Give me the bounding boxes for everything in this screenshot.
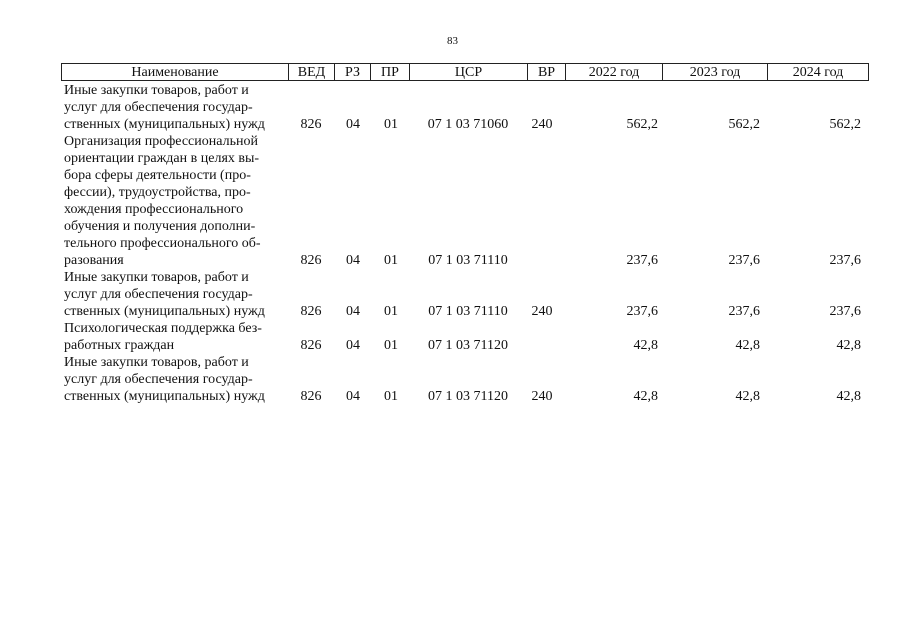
row-name-line: Иные закупки товаров, работ и [64,83,249,98]
header-2024: 2024 год [792,65,844,80]
cell-y2022: 562,2 [626,117,658,132]
row-name [64,269,289,320]
row-name-line: услуг для обеспечения государ- [64,372,253,387]
header-pr: ПР [371,64,410,80]
table-body [0,82,905,405]
cell-y2024: 237,6 [829,304,861,319]
cell-pr: 01 [384,389,398,404]
cell-ved: 826 [300,389,322,404]
cell-y2022: 237,6 [626,253,658,268]
row-name-line: хождения профессионального [64,202,244,217]
table-row [0,320,905,354]
cell-csr: 07 1 03 71110 [428,253,508,268]
cell-y2023: 562,2 [728,117,760,132]
cell-y2023: 237,6 [728,304,760,319]
cell-vr: 240 [531,117,553,132]
row-name-line: ориентации граждан в целях вы- [64,151,260,166]
header-csr: ЦСР [410,64,528,80]
row-name-line: фессии), трудоустройства, про- [64,185,251,200]
cell-y2023: 42,8 [735,338,760,353]
cell-y2022: 42,8 [633,389,658,404]
row-name-line: бора сферы деятельности (про- [64,168,251,183]
cell-rz: 04 [346,338,360,353]
cell-y2022: 237,6 [626,304,658,319]
header-ved: ВЕД [289,64,335,80]
row-name-line: тельного профессионального об- [64,236,261,251]
row-name-line: Организация профессиональной [64,134,258,149]
row-name-line: Иные закупки товаров, работ и [64,355,249,370]
cell-rz: 04 [346,304,360,319]
cell-rz: 04 [346,253,360,268]
cell-vr: 240 [531,389,553,404]
table-row [0,269,905,320]
page-number: 83 [447,35,458,47]
row-name-line: разования [64,253,124,268]
cell-rz: 04 [346,117,360,132]
cell-vr: 240 [531,304,553,319]
cell-y2024: 42,8 [836,389,861,404]
cell-pr: 01 [384,338,398,353]
row-name-line: ственных (муниципальных) нужд [64,117,265,132]
cell-y2024: 562,2 [829,117,861,132]
cell-rz: 04 [346,389,360,404]
cell-csr: 07 1 03 71060 [427,117,509,132]
cell-ved: 826 [300,304,322,319]
cell-csr: 07 1 03 71110 [428,304,508,319]
cell-y2023: 237,6 [728,253,760,268]
cell-pr: 01 [384,304,398,319]
table-row [0,354,905,405]
header-2022: 2022 год [566,64,663,80]
row-name [64,82,289,133]
cell-y2023: 42,8 [735,389,760,404]
row-name [64,354,289,405]
table-row [0,133,905,269]
row-name-line: ственных (муниципальных) нужд [64,389,265,404]
table-header [61,63,869,81]
header-rz: РЗ [335,64,371,80]
row-name-line: работных граждан [64,338,175,353]
cell-pr: 01 [384,117,398,132]
table-row [0,82,905,133]
cell-ved: 826 [300,117,322,132]
cell-ved: 826 [300,338,322,353]
row-name-line: обучения и получения дополни- [64,219,256,234]
cell-ved: 826 [300,253,322,268]
header-vr: ВР [528,64,566,80]
cell-csr: 07 1 03 71120 [428,389,508,404]
cell-pr: 01 [384,253,398,268]
cell-csr: 07 1 03 71120 [428,338,508,353]
row-name-line: Иные закупки товаров, работ и [64,270,249,285]
row-name-line: услуг для обеспечения государ- [64,100,253,115]
cell-y2024: 237,6 [829,253,861,268]
row-name-line: услуг для обеспечения государ- [64,287,253,302]
cell-y2022: 42,8 [633,338,658,353]
cell-y2024: 42,8 [836,338,861,353]
row-name [64,320,289,354]
header-name: Наименование [62,64,289,80]
row-name-line: ственных (муниципальных) нужд [64,304,265,319]
row-name [64,133,289,269]
row-name-line: Психологическая поддержка без- [64,321,262,336]
header-2023: 2023 год [663,64,768,80]
